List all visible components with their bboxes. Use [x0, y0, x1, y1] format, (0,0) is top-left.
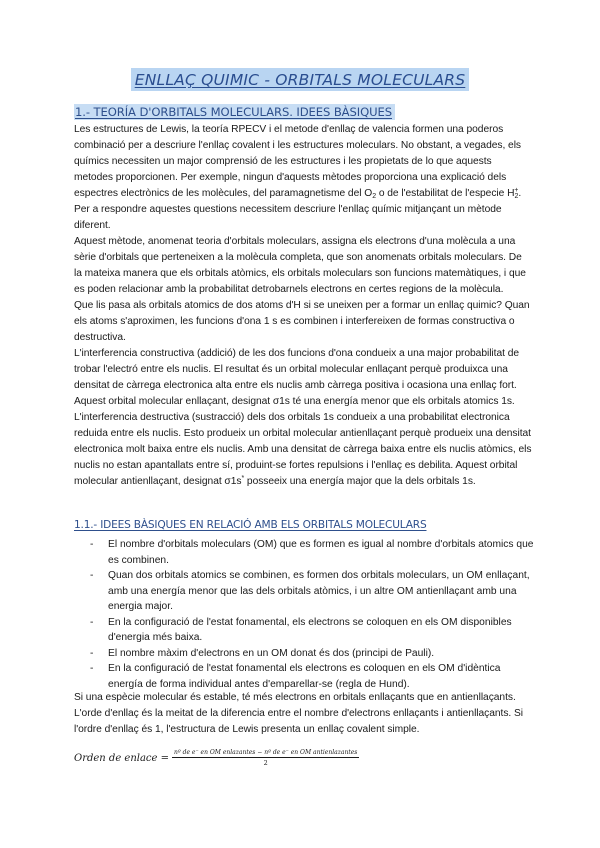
section-1-body [74, 122, 532, 490]
list-item: - El nombre d'orbitals moleculars (OM) que es formen es igual al nombre d'orbitals atomics que es combinen. [90, 539, 534, 566]
section-1-1-heading: 1.1.- IDEES BÀSIQUES EN RELACIÓ AMB ELS ORBITALS MOLECULARS [74, 519, 427, 531]
list-item: - El nombre màxim d'electrons en un OM donat és dos (principi de Pauli). [74, 646, 534, 662]
bullet-dash: - [90, 539, 94, 550]
title-wrap [0, 68, 600, 91]
formula-numerator: nº de e⁻ en OM enlazantes − nº de e⁻ en OM antienlazantes [174, 749, 358, 756]
formula-lhs: Orden de enlace = [74, 752, 170, 764]
superscript-asterisk: * [241, 475, 245, 482]
bullet-dash: - [90, 616, 94, 628]
paragraph-lewis: Les estructures de Lewis, la teoría RPECV i el metode d'enllaç de valencia formen una poderos combinació per a descriure l'enllaç covalent i les estructures moleculars. No obstant, a vegades, els químics necessiten un major comprensió de les estructures i les propietats de lo que aquests metodes proporcionen. Per exemple, ningun d'aquests mètodes proporciona una explicació dels espectres electrònics de les molècules, del paramagnetisme del $O_2$ o de l'estabilitat de l'especie $H_2^+$. Per a respondre aquestes questions necessitem descriure l'enllaç químic mitjançant un mètode diferent. [74, 124, 522, 231]
list-item: - En la configuració de l'estat fonamental, els electrons se coloquen en els OM disponibles d'energia més baixa. [90, 616, 512, 643]
paragraph-om-method: Aquest mètode, anomenat teoria d'orbitals moleculars, assigna els electrons d'una molècula a una sèrie d'orbitals que perteneixen a la molècula completa, que son anomenats orbitals moleculars. De la mateixa manera que els orbitals atòmics, els orbitals moleculars son funcions matemàtiques, i que es poden relacionar amb la probabilitat detrobarnels electrons en certes regions de la molècula. [74, 236, 526, 295]
superscript-plus: + [514, 187, 519, 194]
document-title: ENLLAÇ QUIMIC - ORBITALS MOLECULARS [131, 68, 470, 91]
bond-order-formula [74, 749, 359, 767]
paragraph-h-atoms: Que lis pasa als orbitals atomics de dos atoms d'H si se uneixen per a formar un enllaç quimic? Quan els atoms s'aproximen, les funcions d'ona 1 s es combinen i interfereixen de formas constructiva o destructiva. [74, 300, 530, 343]
formula-fraction [172, 749, 359, 767]
section-1-heading: 1.- TEORÍA D'ORBITALS MOLECULARS. IDEES BÀSIQUES [74, 104, 395, 120]
formula-denominator: 2 [263, 759, 268, 767]
section-1-1-body [74, 690, 532, 738]
subscript-2: 2 [514, 193, 519, 200]
bullet-dash: - [90, 663, 94, 674]
list-item: - En la configuració de l'estat fonamental els electrons es coloquen en els OM d'idèntica energía de forma individual antes d'emparellar-se (regla de Hund). [90, 663, 501, 690]
paragraph-bond-order: Si una espècie molecular és estable, té més electrons en orbitals enllaçants que en antienllaçants. L'orde d'enllaç és la meitat de la diferencia entre el nombre d'electrons enllaçants i antienllaçants. Si l'ordre d'enllaç és 1, l'estructura de Lewis presenta un enllaç covalent simple. [74, 692, 524, 735]
ideas-list [74, 537, 534, 692]
bullet-dash: - [90, 647, 94, 659]
subscript-2: 2 [372, 193, 377, 200]
paragraph-constructive: L'interferencia constructiva (addició) de les dos funcions d'ona condueix a una major probabilitat de trobar l'electró entre els nuclis. El resultat és un orbital molecular enllaçant perquè produixca una densitat de càrrega electronica alta entre els nuclis amb càrrega positiva i ocasiona una enllaç fort. Aquest orbital molecular enllaçant, designat σ1s té una energía menor que els orbitals atomics 1s. [74, 348, 520, 407]
paragraph-destructive: L'interferencia destructiva (sustracció) dels dos orbitals 1s condueix a una probabilitat electronica reduida entre els nuclis. Esto produeix un orbital molecular antienllaçant perquè produeix una densitat electronica molt baixa entre els nuclis. Amb una densitat de càrrega baixa entre els nuclis atòmics, els nuclis no estan apantallats entre sí, produint-se fortes repulsions i l'enllaç es debilita. Aquest orbital molecular antienllaçant, designat σ1s* posseeix una energía major que la dels orbitals 1s. [74, 412, 532, 487]
list-item: - Quan dos orbitals atomics se combinen, es formen dos orbitals moleculars, un OM enllaçant, amb una energía menor que las dels orbitals atòmics, i un altre OM antienllaçant amb una energia major. [90, 570, 530, 612]
bullet-dash: - [90, 570, 94, 581]
